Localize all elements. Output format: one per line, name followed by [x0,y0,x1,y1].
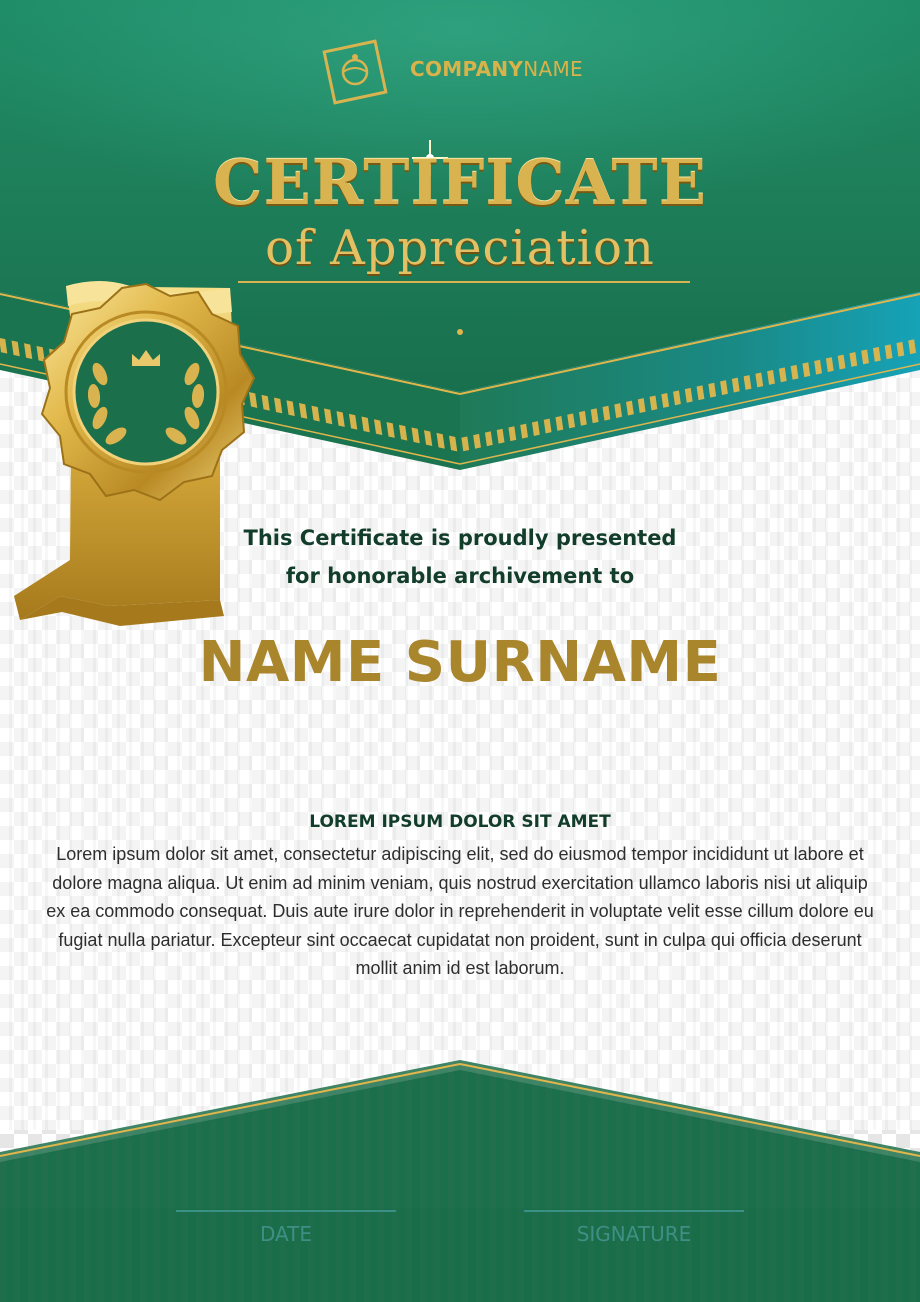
company-name-bold: COMPANY [410,57,524,81]
body-heading: LOREM IPSUM DOLOR SIT AMET [309,812,611,832]
date-label: DATE [259,1222,313,1246]
header-dot [457,329,463,335]
body-text: Lorem ipsum dolor sit amet, consectetur adipiscing elit, sed do eiusmod tempor incididunt ut labore et dolore magna aliqua. Ut enim ad minim veniam, quis nostrud exercitation ullamco laboris nisi ut aliquip ex ea commodo consequat. Duis aute irure dolor in reprehenderit in voluptate velit esse cillum dolore eu fugiat nulla pariatur. Excepteur sint occaecat cupidatat non proident, sunt in culpa qui officia deserunt mollit anim id est laborum. [46,844,874,978]
signature-label: SIGNATURE [576,1222,692,1246]
date-line [176,1210,396,1212]
company-name [410,57,583,81]
presented-line-1: This Certificate is proudly presented [243,526,677,550]
signature-line [524,1210,744,1212]
company-name-light: NAME [523,57,583,81]
footer-base [0,1208,920,1302]
certificate-subtitle: of Appreciation [265,220,655,276]
recipient-name: NAME SURNAME [198,630,722,695]
presented-text [200,519,720,595]
presented-line-2: for honorable archivement to [285,564,635,588]
certificate-title: CERTIFICATE [213,146,707,219]
